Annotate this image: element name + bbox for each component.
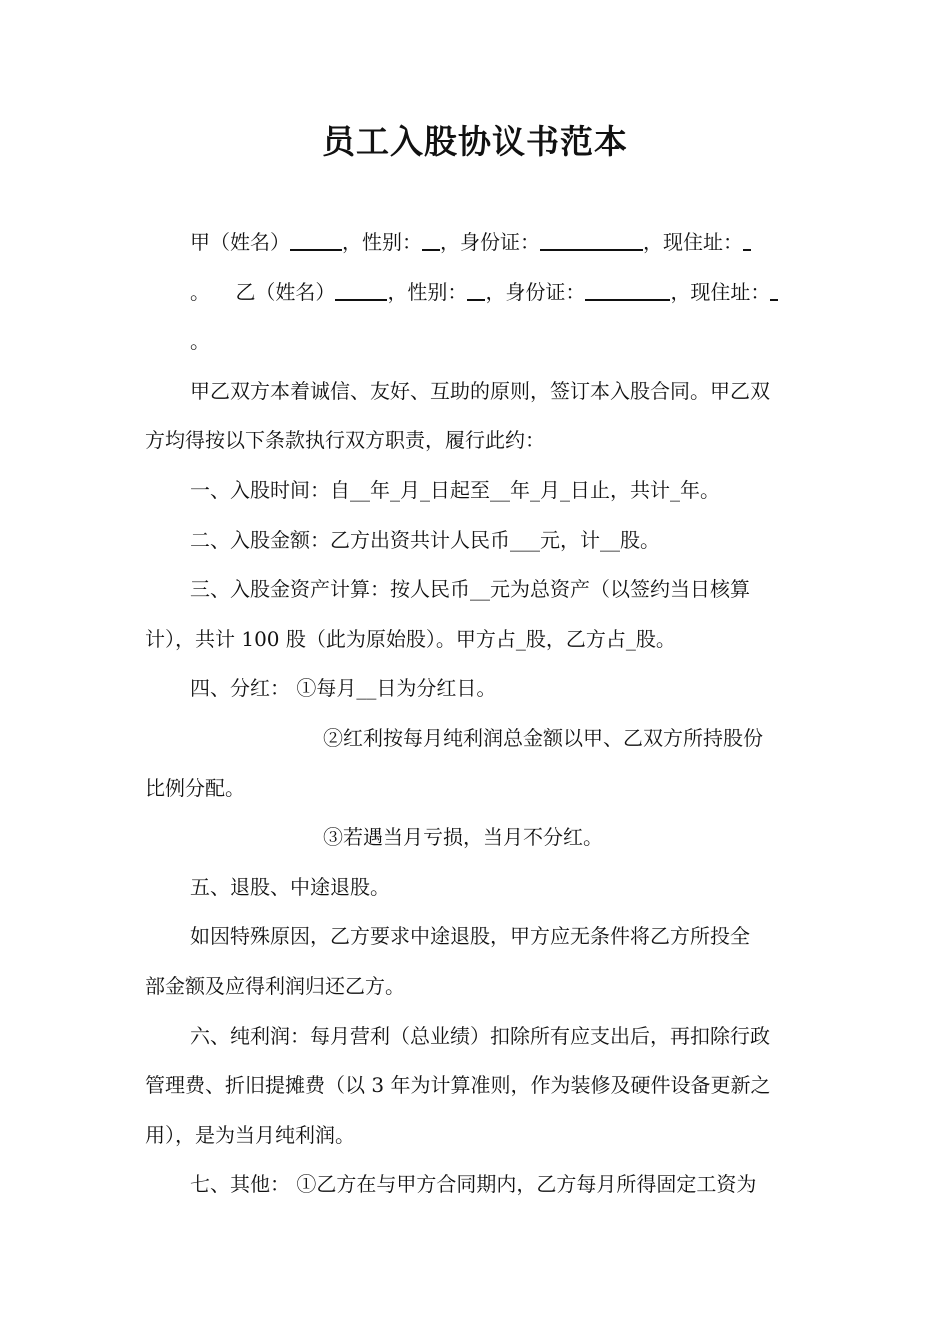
party-a-prefix: 甲（姓名） (190, 230, 290, 254)
party-b-name-blank (335, 277, 387, 301)
intro-line-2: 方均得按以下条款执行双方职责，履行此约： (145, 428, 545, 453)
party-a-sex-label: ，性别： (342, 230, 422, 254)
party-b-prefix: 乙（姓名） (235, 279, 336, 304)
party-b-id-blank (585, 277, 670, 301)
clause-3-line-2: 计），共计 100 股（此为原始股）。甲方占_股，乙方占_股。 (145, 626, 676, 651)
party-b-sex-blank (467, 277, 485, 301)
document-body (145, 218, 811, 1210)
clause-4-line-3: 比例分配。 (145, 775, 245, 800)
clause-1: 一、入股时间：自__年_月_日起至__年_月_日止，共计_年。 (190, 477, 720, 502)
clause-3-line-1: 三、入股金资产计算：按人民币__元为总资产（以签约当日核算 (190, 577, 750, 602)
document-title: 员工入股协议书范本 (322, 122, 628, 161)
clause-5-line-1: 五、退股、中途退股。 (190, 874, 390, 899)
end-mark-line: 。 (190, 329, 210, 354)
party-b-addr-blank (770, 277, 778, 301)
party-b-sex-label: ，性别： (387, 279, 468, 304)
intro-line-1: 甲乙双方本着诚信、友好、互助的原则，签订本入股合同。甲乙双 (190, 378, 770, 403)
party-a-line (145, 218, 811, 268)
party-a-addr-blank (743, 227, 751, 251)
clause-5-line-3: 部金额及应得利润归还乙方。 (145, 973, 405, 998)
clause-2: 二、入股金额：乙方出资共计人民币___元，计__股。 (190, 527, 660, 552)
clause-4-line-4: ③若遇当月亏损，当月不分红。 (323, 825, 603, 850)
party-b-lead: 。 (190, 279, 210, 304)
clause-4-line-2: ②红利按每月纯利润总金额以甲、乙双方所持股份 (323, 725, 763, 750)
party-a-id-label: ，身份证： (440, 230, 540, 254)
clause-5-line-2: 如因特殊原因，乙方要求中途退股，甲方应无条件将乙方所投全 (190, 924, 750, 949)
party-a-name-blank (290, 227, 342, 251)
party-b-addr-label: ，现住址： (670, 279, 771, 304)
party-b-id-label: ，身份证： (485, 279, 586, 304)
party-a-id-blank (540, 227, 643, 251)
party-a-addr-label: ，现住址： (643, 230, 743, 254)
clause-6-line-2: 管理费、折旧提摊费（以 3 年为计算准则，作为装修及硬件设备更新之 (145, 1073, 771, 1098)
clause-6-line-1: 六、纯利润：每月营利（总业绩）扣除所有应支出后，再扣除行政 (190, 1023, 770, 1048)
clause-7-line-1: 七、其他： ①乙方在与甲方合同期内，乙方每月所得固定工资为 (190, 1172, 757, 1197)
clause-6-line-3: 用），是为当月纯利润。 (145, 1122, 355, 1147)
party-b-line (145, 268, 811, 318)
clause-4-line-1: 四、分红： ①每月__日为分红日。 (190, 676, 497, 701)
party-a-sex-blank (422, 227, 440, 251)
